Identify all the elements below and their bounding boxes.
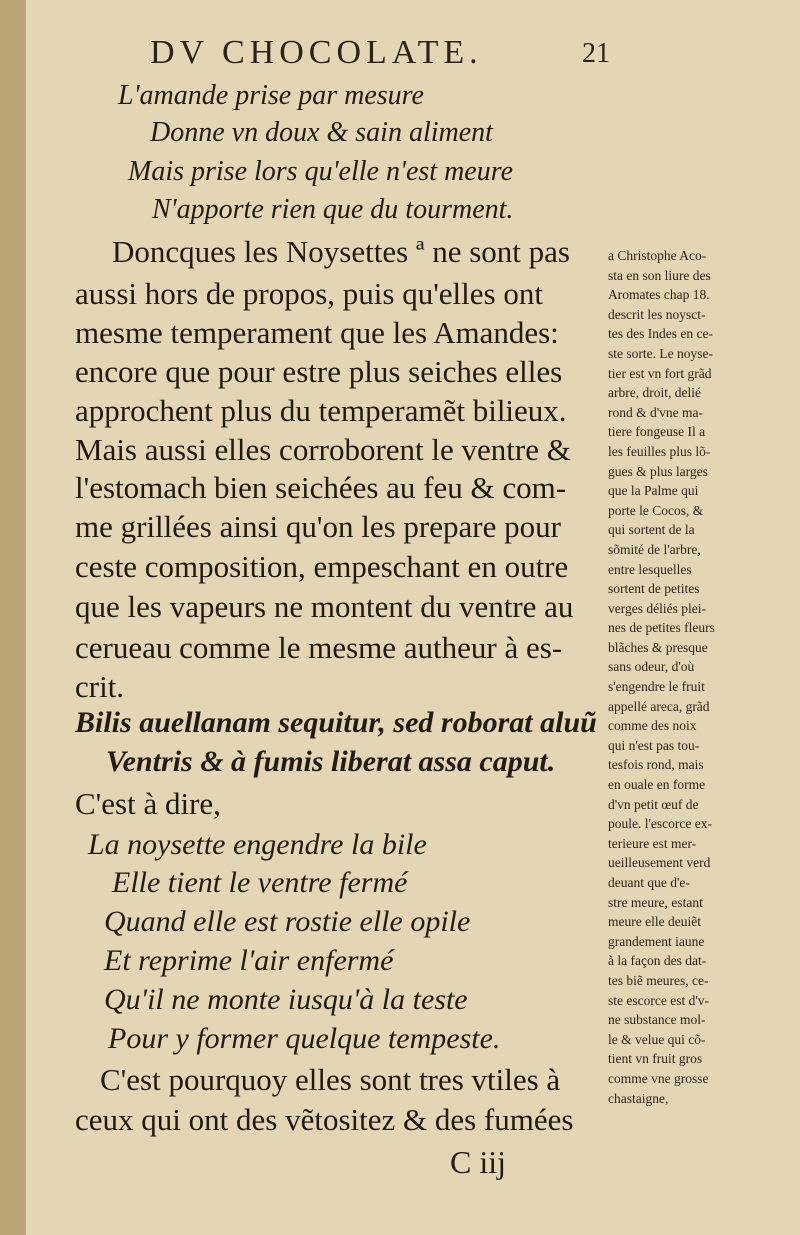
body-line: crit. <box>75 669 125 704</box>
margin-note-line: à la façon des dat- <box>608 953 707 969</box>
margin-note-line: blãches & presque <box>608 639 708 655</box>
page-gutter <box>0 0 26 1235</box>
margin-note-line: tesfois rond, mais <box>608 757 704 773</box>
margin-note-line: sortent de petites <box>608 581 700 597</box>
margin-note-line: terieure est mer- <box>608 835 697 851</box>
signature-mark: C iij <box>450 1144 507 1180</box>
body-line: que les vapeurs ne montent du ventre au <box>75 589 574 624</box>
margin-note-line: a Christophe Aco- <box>608 248 707 263</box>
margin-note-line: sõmité de l'arbre, <box>608 541 701 557</box>
running-title: DV CHOCOLATE. <box>150 34 483 71</box>
margin-note-line: descrit les noysct- <box>608 306 706 322</box>
body-line: approchent plus du temperamẽt bilieux. <box>75 393 567 428</box>
verse-line: Quand elle est rostie elle opile <box>104 905 471 938</box>
page-number: 21 <box>582 38 610 69</box>
margin-note-line: meure elle deuiẽt <box>608 914 701 930</box>
body-line: ceux qui ont des vẽtositez & des fumées <box>75 1102 574 1137</box>
margin-note-line: ueilleusement verd <box>608 855 711 871</box>
body-line: C'est pourquoy elles sont tres vtiles à <box>100 1062 561 1097</box>
verse-line: Mais prise lors qu'elle n'est meure <box>128 156 513 187</box>
body-line: Mais aussi elles corroborent le ventre & <box>75 432 571 467</box>
margin-note-line: ne substance mol- <box>608 1012 706 1028</box>
margin-note-line: ste escorce est d'v- <box>608 992 710 1008</box>
margin-note-line: porte le Cocos, & <box>608 502 704 518</box>
margin-note-line: entre lesquelles <box>608 561 692 577</box>
verse-line: Qu'il ne monte iusqu'à la teste <box>104 983 468 1016</box>
margin-note <box>608 246 758 1108</box>
verse-line: N'apporte rien que du tourment. <box>152 194 514 225</box>
margin-note-line: tiere fongeuse Il a <box>608 424 706 440</box>
margin-note-line: qui n'est pas tou- <box>608 737 700 753</box>
translation-intro: C'est à dire, <box>75 786 221 821</box>
margin-note-line: chastaigne, <box>608 1090 669 1106</box>
margin-note-line: les feuilles plus lõ- <box>608 443 711 459</box>
margin-note-line: qui sortent de la <box>608 522 695 538</box>
body-line: encore que pour estre plus seiches elles <box>75 354 563 389</box>
running-header <box>150 30 630 78</box>
margin-note-line: sans odeur, d'où <box>608 659 695 675</box>
margin-note-line: comme vne grosse <box>608 1070 709 1086</box>
margin-note-line: comme des noix <box>608 718 697 734</box>
margin-note-line: stre meure, estant <box>608 894 703 910</box>
margin-note-line: s'engendre le fruit <box>608 679 705 695</box>
margin-note-line: nes de petites fleurs <box>608 620 715 636</box>
verse-line: Elle tient le ventre fermé <box>112 866 408 899</box>
margin-note-line: deuant que d'e- <box>608 875 690 890</box>
body-line: l'estomach bien seichées au feu & com- <box>75 470 567 505</box>
margin-note-line: appellé areca, grãd <box>608 698 710 714</box>
body-line: Doncques les Noysettes ª ne sont pas <box>112 234 570 269</box>
verse-line: L'amande prise par mesure <box>118 80 424 111</box>
margin-note-line: en ouale en forme <box>608 777 706 793</box>
verse-line: Et reprime l'air enfermé <box>104 944 394 977</box>
verse-line: La noysette engendre la bile <box>88 828 427 861</box>
margin-note-line: tes des Indes en ce- <box>608 326 713 342</box>
margin-note-line: tier est vn fort grãd <box>608 365 712 381</box>
margin-note-line: rond & d'vne ma- <box>608 404 704 420</box>
margin-note-line: tes biẽ meures, ce- <box>608 972 709 988</box>
margin-note-line: sta en son liure des <box>608 267 711 283</box>
latin-verse-line: Ventris & à fumis liberat assa caput. <box>106 745 556 778</box>
margin-note-line: d'vn petit œuf de <box>608 796 699 812</box>
body-line: aussi hors de propos, puis qu'elles ont <box>75 276 543 311</box>
verse-line: Donne vn doux & sain aliment <box>150 117 493 148</box>
margin-note-line: verges déliés plei- <box>608 600 706 616</box>
body-line: mesme temperament que les Amandes: <box>75 315 559 350</box>
margin-note-line: Aromates chap 18. <box>608 287 710 303</box>
margin-note-line: gues & plus larges <box>608 463 708 479</box>
margin-note-line: tient vn fruit gros <box>608 1051 703 1067</box>
margin-note-line: que la Palme qui <box>608 483 699 499</box>
margin-note-line: le & velue qui cõ- <box>608 1031 706 1047</box>
latin-verse-line: Bilis auellanam sequitur, sed roborat aluũ <box>75 706 597 739</box>
margin-note-line: poule. l'escorce ex- <box>608 816 713 832</box>
verse-line: Pour y former quelque tempeste. <box>108 1022 501 1055</box>
margin-note-line: grandement iaune <box>608 933 705 949</box>
margin-note-line: arbre, droit, delié <box>608 385 701 401</box>
body-line: ceste composition, empeschant en outre <box>75 549 569 584</box>
body-line: me grillées ainsi qu'on les prepare pour <box>75 509 561 544</box>
margin-note-line: ste sorte. Le noyse- <box>608 345 713 361</box>
body-line: cerueau comme le mesme autheur à es- <box>75 630 563 665</box>
